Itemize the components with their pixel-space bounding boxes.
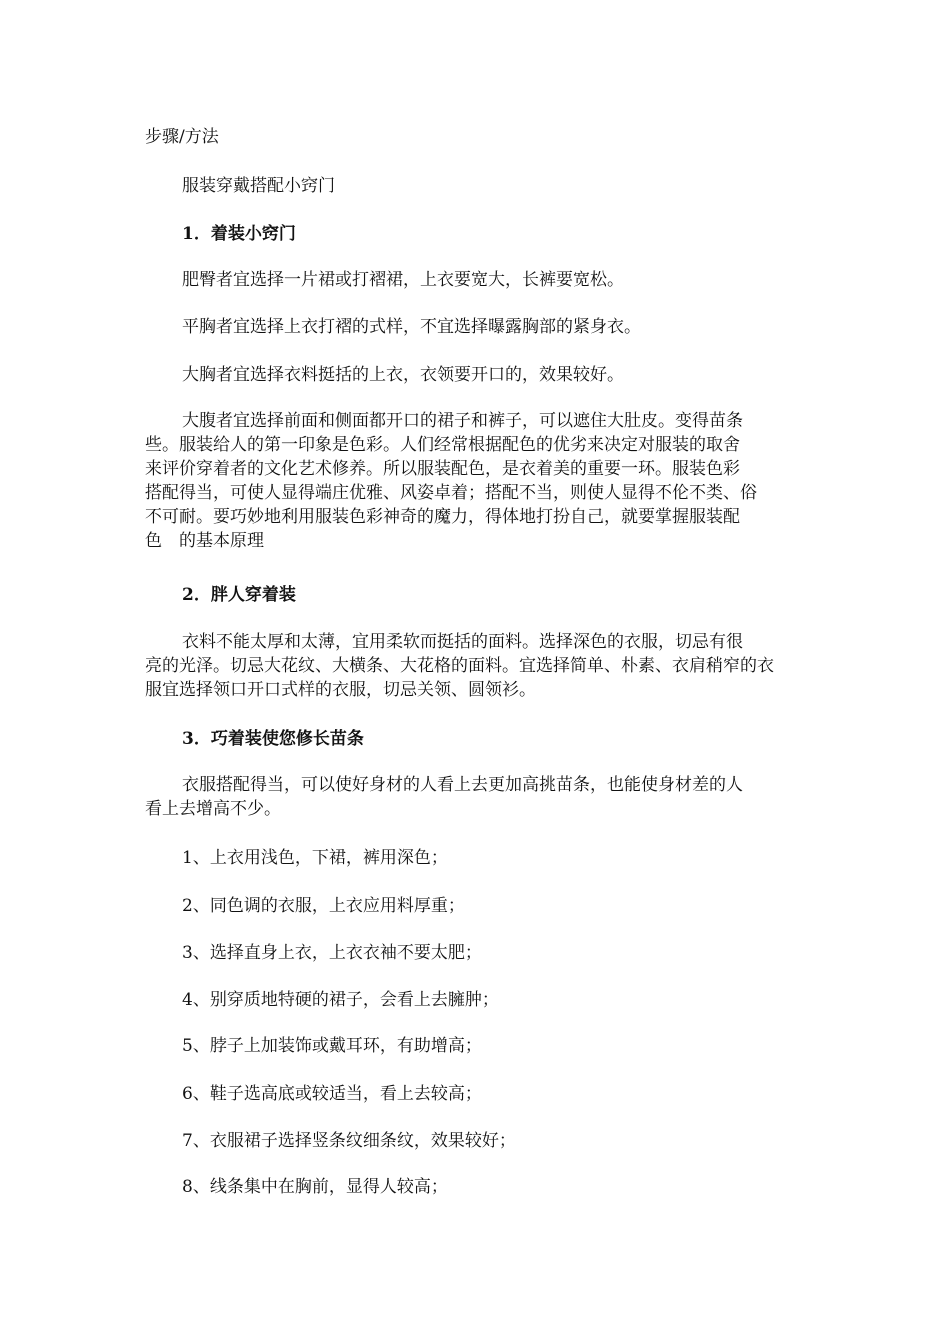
paragraph-line: 搭配得当，可使人显得端庄优雅、风姿卓着；搭配不当，则使人显得不伦不类、俗: [145, 483, 757, 503]
list-item-3: 3、选择直身上衣，上衣衣袖不要太肥；: [182, 943, 482, 963]
section-3-title: 3．巧着装使您修长苗条: [182, 729, 364, 749]
paragraph-line: 服宜选择领口开口式样的衣服，切忌关领、圆领衫。: [145, 680, 536, 700]
paragraph-line: 来评价穿着者的文化艺术修养。所以服装配色，是衣着美的重要一环。服装色彩: [145, 459, 740, 479]
section-1-paragraph-2: 平胸者宜选择上衣打褶的式样，不宜选择曝露胸部的紧身衣。: [182, 317, 641, 337]
list-item-7: 7、衣服裙子选择竖条纹细条纹，效果较好；: [182, 1131, 516, 1151]
list-item-2: 2、同色调的衣服，上衣应用料厚重；: [182, 896, 465, 916]
list-item-1: 1、上衣用浅色，下裙，裤用深色；: [182, 848, 448, 868]
paragraph-line: 看上去增高不少。: [145, 799, 281, 819]
section-1-title: 1．着装小窍门: [182, 224, 296, 244]
section-1-paragraph-1: 肥臀者宜选择一片裙或打褶裙，上衣要宽大，长裤要宽松。: [182, 270, 624, 290]
doc-heading: 步骤/方法: [145, 127, 219, 147]
section-2-title: 2．胖人穿着装: [182, 585, 296, 605]
list-item-5: 5、脖子上加装饰或戴耳环，有助增高；: [182, 1036, 482, 1056]
list-item-8: 8、线条集中在胸前，显得人较高；: [182, 1177, 448, 1197]
paragraph-line: 些。服装给人的第一印象是色彩。人们经常根据配色的优劣来决定对服装的取舍: [145, 435, 740, 455]
section-3-paragraph: [145, 773, 810, 821]
paragraph-line: 大腹者宜选择前面和侧面都开口的裙子和裤子，可以遮住大肚皮。变得苗条: [182, 411, 743, 431]
section-1-paragraph-3: 大胸者宜选择衣料挺括的上衣，衣领要开口的，效果较好。: [182, 365, 624, 385]
section-2-paragraph: [145, 630, 810, 702]
list-item-4: 4、别穿质地特硬的裙子，会看上去臃肿；: [182, 990, 499, 1010]
paragraph-line: 不可耐。要巧妙地利用服装色彩神奇的魔力，得体地打扮自己，就要掌握服装配: [145, 507, 740, 527]
paragraph-line: 衣服搭配得当，可以使好身材的人看上去更加高挑苗条，也能使身材差的人: [182, 775, 743, 795]
doc-subtitle: 服装穿戴搭配小窍门: [182, 176, 335, 196]
paragraph-line: 亮的光泽。切忌大花纹、大横条、大花格的面料。宜选择简单、朴素、衣肩稍窄的衣: [145, 656, 774, 676]
paragraph-line: 衣料不能太厚和太薄，宜用柔软而挺括的面料。选择深色的衣服，切忌有很: [182, 632, 743, 652]
section-1-paragraph-4: [145, 409, 810, 553]
paragraph-line: 色 的基本原理: [145, 531, 264, 551]
list-item-6: 6、鞋子选高底或较适当，看上去较高；: [182, 1084, 482, 1104]
